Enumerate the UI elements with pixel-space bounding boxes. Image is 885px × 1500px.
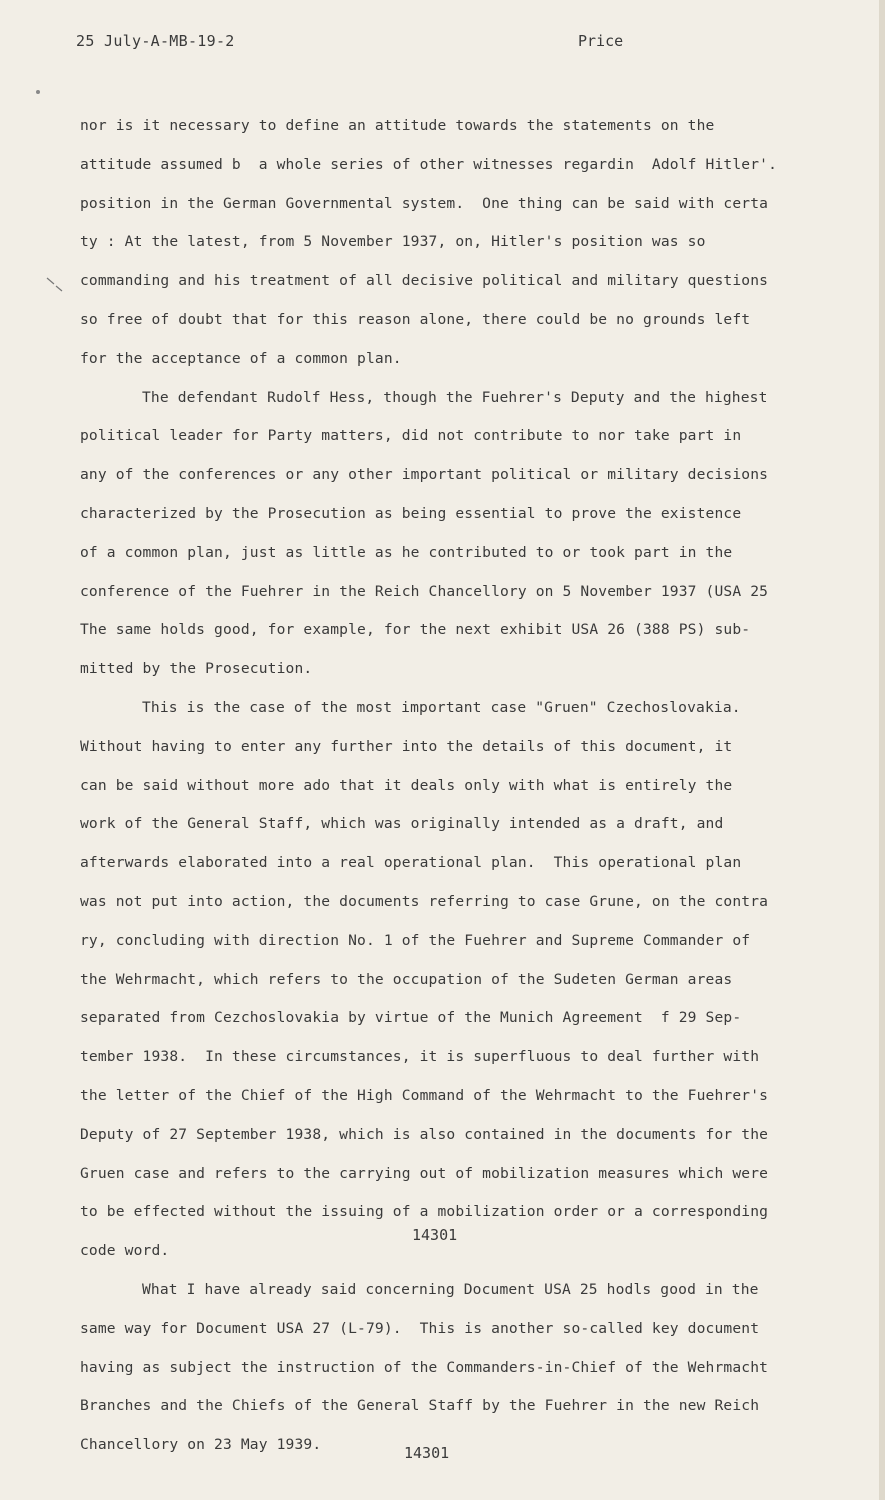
text-line: The same holds good, for example, for the next exhibit USA 26 (388 PS) sub-: [80, 621, 751, 639]
text-line: attitude assumed b a whole series of other witnesses regardin Adolf Hitler'.: [80, 155, 778, 173]
text-line: Chancellory on 23 May 1939.: [80, 1436, 322, 1454]
paragraph-1: [80, 107, 832, 379]
page-edge: [879, 0, 885, 1500]
paragraph-3: [80, 689, 832, 1271]
text-line: code word.: [80, 1242, 170, 1260]
text-line: Gruen case and refers to the carrying out of mobilization measures which were: [80, 1164, 769, 1182]
paragraph-4: [80, 1271, 832, 1465]
text-line: for the acceptance of a common plan.: [80, 349, 402, 367]
text-line: nor is it necessary to define an attitude towards the statements on the: [80, 117, 715, 134]
page-number-stamp: 14301: [412, 1226, 458, 1244]
text-line: the Wehrmacht, which refers to the occupation of the Sudeten German areas: [80, 970, 733, 988]
text-line: to be effected without the issuing of a mobilization order or a corresponding: [80, 1203, 769, 1221]
text-line: Without having to enter any further into the details of this document, it: [80, 737, 733, 755]
text-line: having as subject the instruction of the Commanders-in-Chief of the Wehrmacht: [80, 1358, 769, 1376]
text-line: ry, concluding with direction No. 1 of the Fuehrer and Supreme Commander of: [80, 931, 751, 949]
text-line: was not put into action, the documents referring to case Grune, on the contra: [80, 892, 769, 910]
text-line: afterwards elaborated into a real operational plan. This operational plan: [80, 854, 742, 872]
text-line: This is the case of the most important case "Gruen" Czechoslovakia.: [142, 698, 741, 716]
text-line: work of the General Staff, which was originally intended as a draft, and: [80, 815, 724, 833]
text-line: commanding and his treatment of all decisive political and military questions: [80, 272, 769, 290]
text-line: so free of doubt that for this reason alone, there could be no grounds left: [80, 310, 751, 328]
transcript-body: [80, 107, 832, 1465]
text-line: political leader for Party matters, did not contribute to nor take part in: [80, 427, 742, 445]
text-line: the letter of the Chief of the High Command of the Wehrmacht to the Fuehrer's: [80, 1086, 769, 1104]
text-line: Deputy of 27 September 1938, which is also contained in the documents for the: [80, 1125, 769, 1143]
text-line: characterized by the Prosecution as being essential to prove the existence: [80, 504, 742, 522]
text-line: The defendant Rudolf Hess, though the Fuehrer's Deputy and the highest: [142, 388, 768, 406]
document-reference: 25 July-A-MB-19-2: [76, 32, 235, 50]
text-line: What I have already said concerning Document USA 25 hodls good in the: [142, 1280, 759, 1298]
paragraph-2: [80, 379, 832, 689]
margin-tick-mark: [46, 276, 64, 292]
text-line: Branches and the Chiefs of the General Staff by the Fuehrer in the new Reich: [80, 1397, 760, 1415]
text-line: tember 1938. In these circumstances, it is superfluous to deal further with: [80, 1048, 760, 1066]
page-number-footer: 14301: [404, 1444, 450, 1462]
speaker-name: Price: [578, 32, 624, 50]
text-line: position in the German Governmental system. One thing can be said with certa: [80, 194, 769, 212]
text-line: conference of the Fuehrer in the Reich Chancellory on 5 November 1937 (USA 25: [80, 582, 769, 600]
text-line: any of the conferences or any other important political or military decisions: [80, 466, 769, 484]
text-line: can be said without more ado that it deals only with what is entirely the: [80, 776, 733, 794]
text-line: same way for Document USA 27 (L-79). This is another so-called key document: [80, 1319, 760, 1337]
ink-dot: [36, 90, 40, 94]
text-line: ty : At the latest, from 5 November 1937, on, Hitler's position was so: [80, 233, 706, 251]
text-line: of a common plan, just as little as he contributed to or took part in the: [80, 543, 733, 561]
text-line: separated from Cezchoslovakia by virtue of the Munich Agreement f 29 Sep-: [80, 1009, 742, 1027]
text-line: mitted by the Prosecution.: [80, 660, 313, 678]
